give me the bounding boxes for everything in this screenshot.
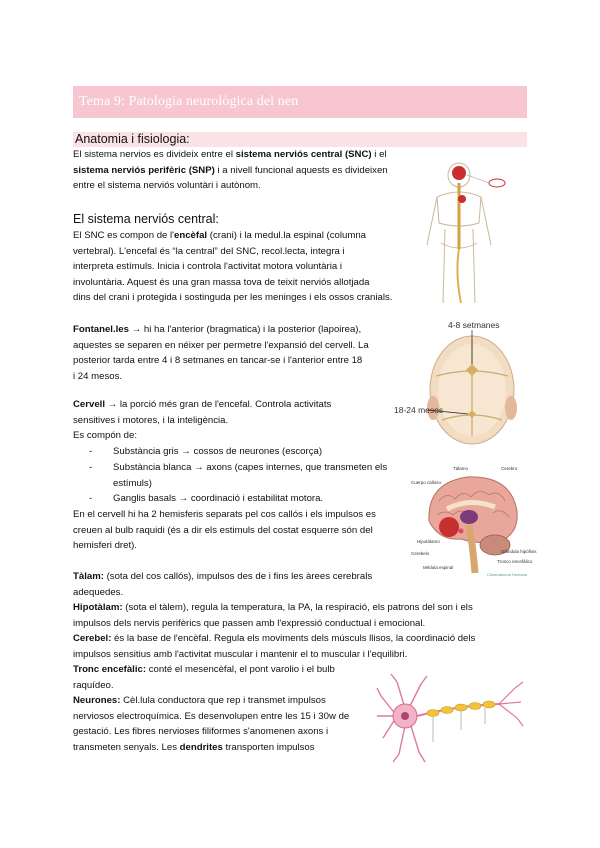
text: i el — [371, 149, 387, 160]
text: → hi ha l'anterior (bragmatica) i la posterior (lapoirea), — [128, 324, 362, 335]
text: sensitives i motores, i la inteligència. — [73, 414, 229, 426]
text: impulsos sensitius amb l'activitat muscular i mantenir el to muscular i l'equilibri. — [73, 648, 408, 660]
text: En el cervell hi ha 2 hemisferis separats pel cos callós i els impulsos es — [73, 509, 376, 520]
text: Es compón de: — [73, 430, 137, 441]
list-item: - Substància blanca → axons (capes internes, que transmeten els — [89, 462, 388, 473]
brain-label-medula: Médula espinal — [423, 565, 454, 570]
fontanel-label-top: 4-8 setmanes — [448, 320, 500, 330]
text: El sistema nervios es divideix entre el — [73, 149, 236, 160]
paragraph-tronc — [73, 662, 363, 693]
paragraph-anatomia — [73, 147, 397, 194]
text: és la base de l'encèfal. Regula els moviments dels músculs llisos, la coordinació dels — [111, 633, 476, 644]
brain-watermark: Citoanatomía Humana — [487, 572, 528, 577]
text: posterior tarda entre 4 i 8 setmanes en tancar-se i l'anterior entre 18 — [73, 355, 363, 366]
brain-label-tronco: Tronco encefálico — [497, 559, 533, 564]
title-bar — [73, 86, 527, 118]
text: dins del crani i protegida i sostinguda per les meninges i els ossos cranials. — [73, 292, 393, 303]
page-title: Tema 9: Patologia neurològica del nen — [79, 94, 299, 109]
text: gestació. Les fibres nervioses filiformes s'anomenen axons i — [73, 726, 329, 737]
term-snp: sistema nerviós perifèric (SNP) — [73, 164, 215, 176]
text: hemisferi dret). — [73, 540, 137, 551]
term-cervell: Cervell — [73, 399, 105, 410]
ear-right — [505, 396, 517, 420]
brain-label-cuerpo-calloso: Cuerpo calloso — [411, 480, 442, 485]
neuron-nucleus — [401, 712, 409, 720]
brain-label-talamo: Tálamo — [453, 466, 469, 471]
list-item: - Ganglis basals → coordinació i estabilitat motora. — [89, 493, 324, 504]
figure-brain-section — [409, 461, 537, 579]
text: i 24 mesos. — [73, 370, 123, 382]
heading-snc: El sistema nerviós central: — [73, 212, 219, 226]
heading-anatomia: Anatomia i fisiologia: — [73, 132, 527, 147]
fontanel-label-left: 18-24 mesos — [394, 405, 444, 415]
paragraph-cervell — [73, 397, 386, 444]
text: impulsos dels nervis perifèrics que passen amb l'expressió conductual i emocional. — [73, 617, 426, 629]
text: (crani) i la medul.la espinal (columna — [207, 230, 366, 241]
brain-label-hipofisis: Glándula hipófisis — [501, 549, 537, 554]
text: El SNC es compon de l' — [73, 230, 175, 241]
paragraph-hipotalam — [73, 600, 527, 631]
text: transmeten senyals. Les — [73, 741, 180, 753]
paragraph-cerebel — [73, 631, 527, 662]
text: Substància blanca → axons (capes internes, que transmeten els — [113, 462, 388, 473]
paragraph-talam — [73, 569, 381, 600]
text: Ganglis basals → coordinació i estabilitat motora. — [113, 493, 324, 504]
term-talam: Tàlam: — [73, 571, 104, 582]
text: transporten impulsos — [222, 741, 315, 753]
figure-neuron — [375, 666, 527, 766]
figure-organ — [458, 195, 466, 203]
brain-label-hipotalamo: Hipotálamo — [417, 539, 440, 544]
text: (sota el tàlem), regula la temperatura, la PA, la respiració, els patrons del son i els — [122, 602, 473, 613]
text: adequedes. — [73, 586, 124, 598]
text: raquídeo. — [73, 679, 114, 691]
term-cerebel: Cerebel: — [73, 633, 112, 644]
text: → la porció més gran de l'encefal. Controla activitats — [105, 399, 332, 410]
figure-brain — [452, 166, 466, 180]
brain-label-cerebelo: Cerebelo — [411, 551, 430, 556]
term-hipotalam: Hipotàlam: — [73, 602, 123, 613]
text: nerviosos electroquímica. Es desenvolupen entre les 15 i 30w de — [73, 710, 350, 722]
text: Substància gris → cossos de neurones (escorça) — [113, 446, 323, 457]
term-tronc: Tronc encefàlic: — [73, 664, 147, 675]
text: conté el mesencèfal, el pont varolio i el bulb — [146, 664, 335, 675]
text: creuen al bulb raquidi (és a dir els estimuls del costat esquerre són del — [73, 524, 373, 536]
figure-nervous-system — [415, 153, 525, 313]
text: (sota del cos callós), impulsos des de i fins les àrees cerebrals — [103, 571, 373, 582]
term-fontanel: Fontanel.les — [73, 324, 129, 335]
figure-fontanelles — [392, 318, 527, 448]
brain-thalamus — [460, 510, 478, 524]
brain-label-cerebro: Cerebro — [501, 466, 518, 471]
term-encefal: encèfal — [174, 230, 208, 241]
text: entre el sistema nerviós voluntàri i autònom. — [73, 180, 261, 191]
paragraph-neurones — [73, 693, 365, 755]
text: aquestes se separen en néixer per permetre l'expansió del cervell. La — [73, 339, 369, 351]
text: i a nivell funcional aquests es divideixen — [214, 164, 388, 176]
text: involuntària. Aquest és una gran massa tova de teixit nerviós allotjada — [73, 276, 370, 288]
text: vertebral). L'encefal és “la central” del SNC, recol.lecta, integra i — [73, 245, 345, 257]
list-item: - Substància gris → cossos de neurones (escorça) — [89, 446, 323, 457]
brain-pituitary — [459, 529, 464, 534]
list-item-continuation: estímuls) — [113, 478, 152, 489]
term-neurones: Neurones: — [73, 695, 121, 706]
text: Cèl.lula conductora que rep i transmet impulsos — [120, 695, 326, 706]
brain-temporal — [439, 517, 459, 537]
text: interpreta estímuls. Inicia i controla l'activitat motora voluntària i — [73, 261, 342, 272]
paragraph-fontanel — [73, 322, 385, 384]
paragraph-hemisferis — [73, 507, 397, 554]
term-snc: sistema nerviós central (SNC) — [235, 149, 372, 160]
term-dendrites: dendrites — [179, 741, 223, 753]
paragraph-snc-a — [73, 228, 403, 306]
